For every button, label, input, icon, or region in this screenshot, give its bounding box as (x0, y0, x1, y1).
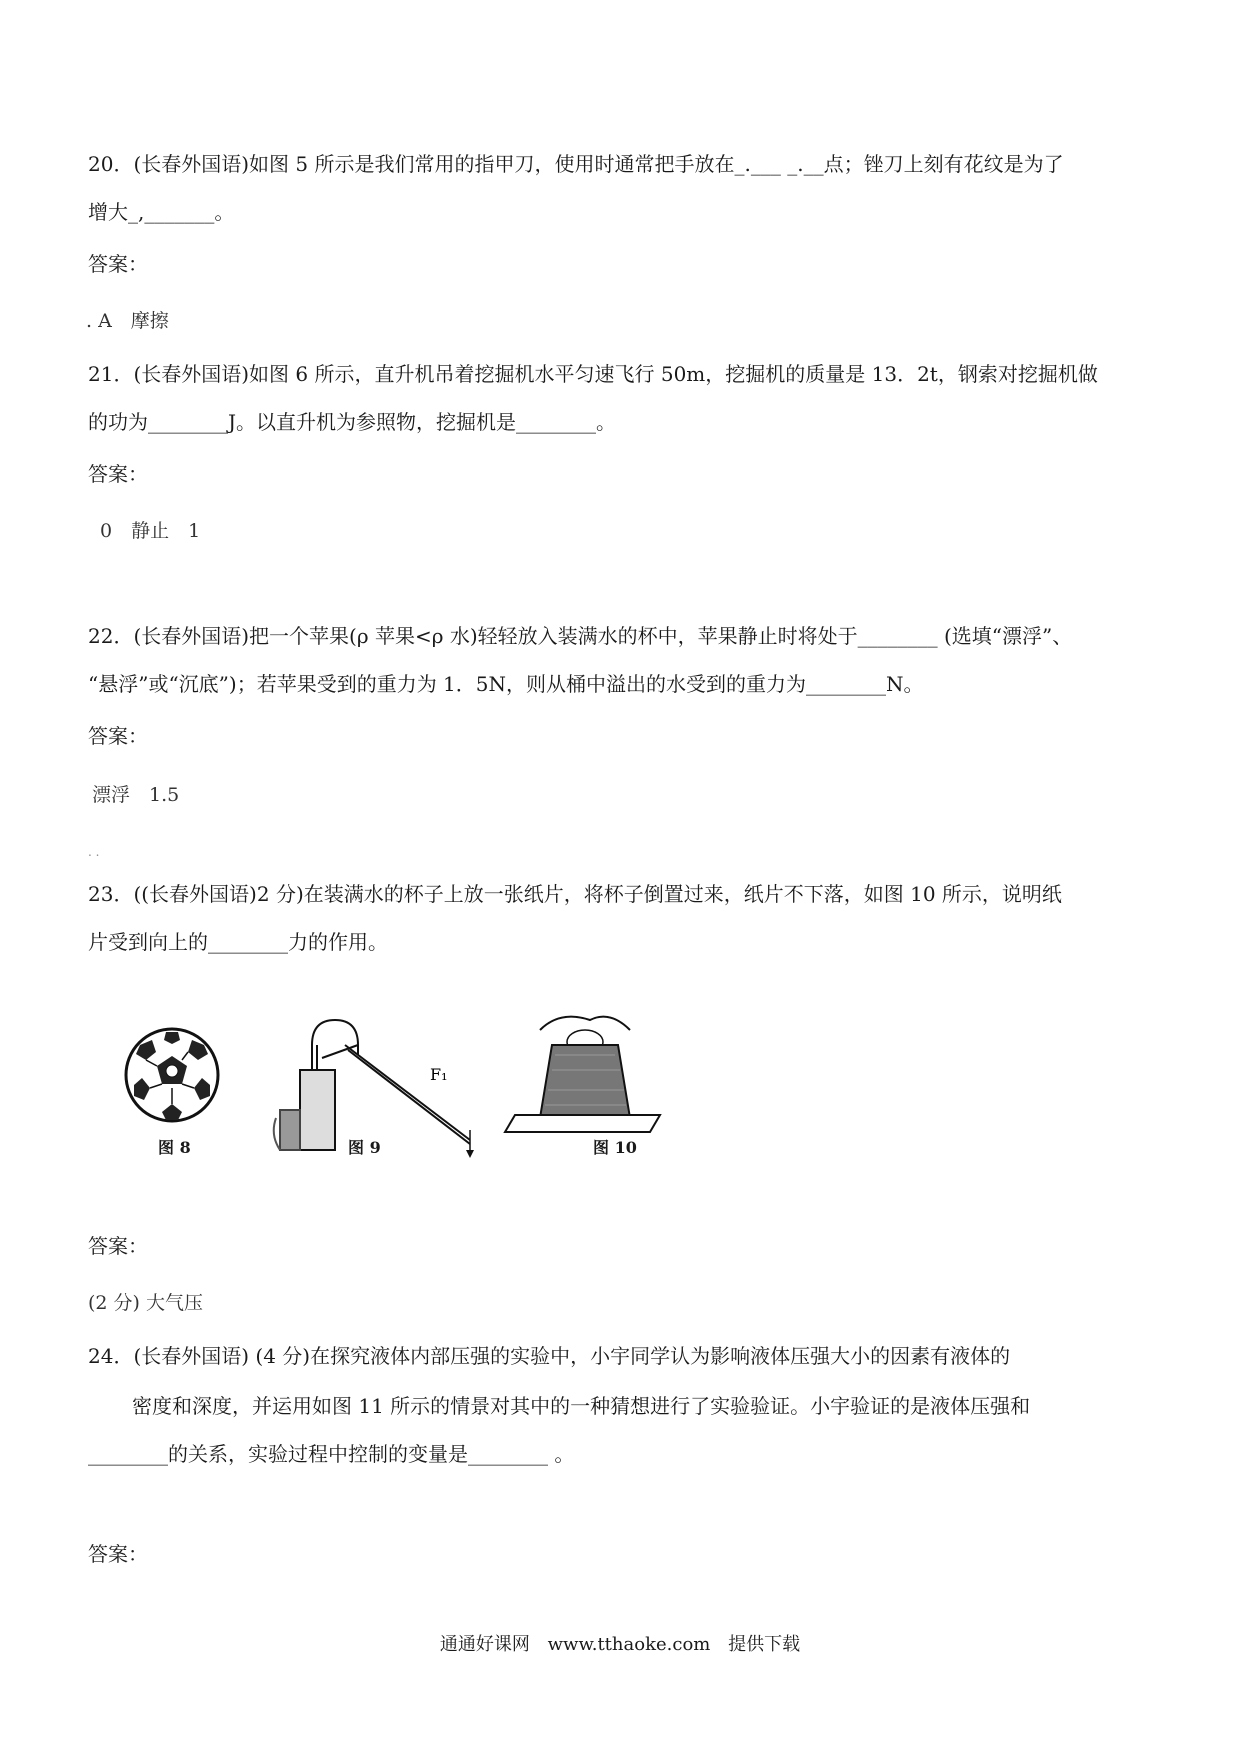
soccer-ball-figure (126, 1029, 218, 1121)
q22-line2: “悬浮”或“沉底”)；若苹果受到的重力为 1．5N，则从桶中溢出的水受到的重力为________N。 (88, 672, 924, 696)
stray-dots: . . (88, 845, 100, 859)
q23-answer: (2 分) 大气压 (88, 1292, 203, 1314)
fig9-force-label: F₁ (430, 1065, 448, 1084)
q21-answer-label: 答案： (88, 462, 148, 486)
q24-answer-label: 答案： (88, 1542, 148, 1566)
q22-line1: 22．(长春外国语)把一个苹果(ρ 苹果<ρ 水)轻轻放入装满水的杯中，苹果静止时将处于________ (选填“漂浮”、 (88, 624, 1073, 648)
footer-url[interactable]: www.tthaoke.com (547, 1634, 711, 1655)
footer-suffix: 提供下载 (728, 1634, 801, 1655)
q24-line3: ________的关系，实验过程中控制的变量是________ 。 (88, 1442, 575, 1466)
fig10-caption: 图 10 (593, 1138, 637, 1157)
footer-site-name: 通通好课网 (439, 1634, 530, 1655)
q23-line2: 片受到向上的________力的作用。 (88, 930, 388, 954)
q22-answer: 漂浮 1.5 (92, 784, 180, 806)
q20-line2: 增大_,_______。 (88, 200, 235, 224)
q20-answer: . A 摩擦 (86, 310, 169, 332)
q22-answer-label: 答案： (88, 724, 148, 748)
q23-line1: 23．((长春外国语)2 分)在装满水的杯子上放一张纸片，将杯子倒置过来，纸片不下落，如图 10 所示，说明纸 (88, 882, 1062, 906)
q21-answer: 0 静止 1 (100, 520, 201, 542)
q20-answer-label: 答案： (88, 252, 148, 276)
q21-line1: 21．(长春外国语)如图 6 所示，直升机吊着挖掘机水平匀速飞行 50m，挖掘机的质量是 13．2t，钢索对挖掘机做 (88, 362, 1098, 386)
page-footer (0, 1630, 1240, 1656)
q20-line1: 20．(长春外国语)如图 5 所示是我们常用的指甲刀，使用时通常把手放在_.___ _.__点；锉刀上刻有花纹是为了 (88, 152, 1064, 176)
fig9-caption: 图 9 (348, 1138, 381, 1157)
q24-line1: 24．(长春外国语) (4 分)在探究液体内部压强的实验中，小宇同学认为影响液体压强大小的因素有液体的 (88, 1344, 1011, 1368)
inverted-cup-figure (505, 1017, 660, 1132)
q23-answer-label: 答案： (88, 1234, 148, 1258)
q24-line2: 密度和深度，并运用如图 11 所示的情景对其中的一种猜想进行了实验验证。小宇验证的是液体压强和 (132, 1394, 1031, 1418)
fig8-caption: 图 8 (158, 1138, 191, 1157)
q21-line2: 的功为________J。以直升机为参照物，挖掘机是________。 (88, 410, 617, 434)
